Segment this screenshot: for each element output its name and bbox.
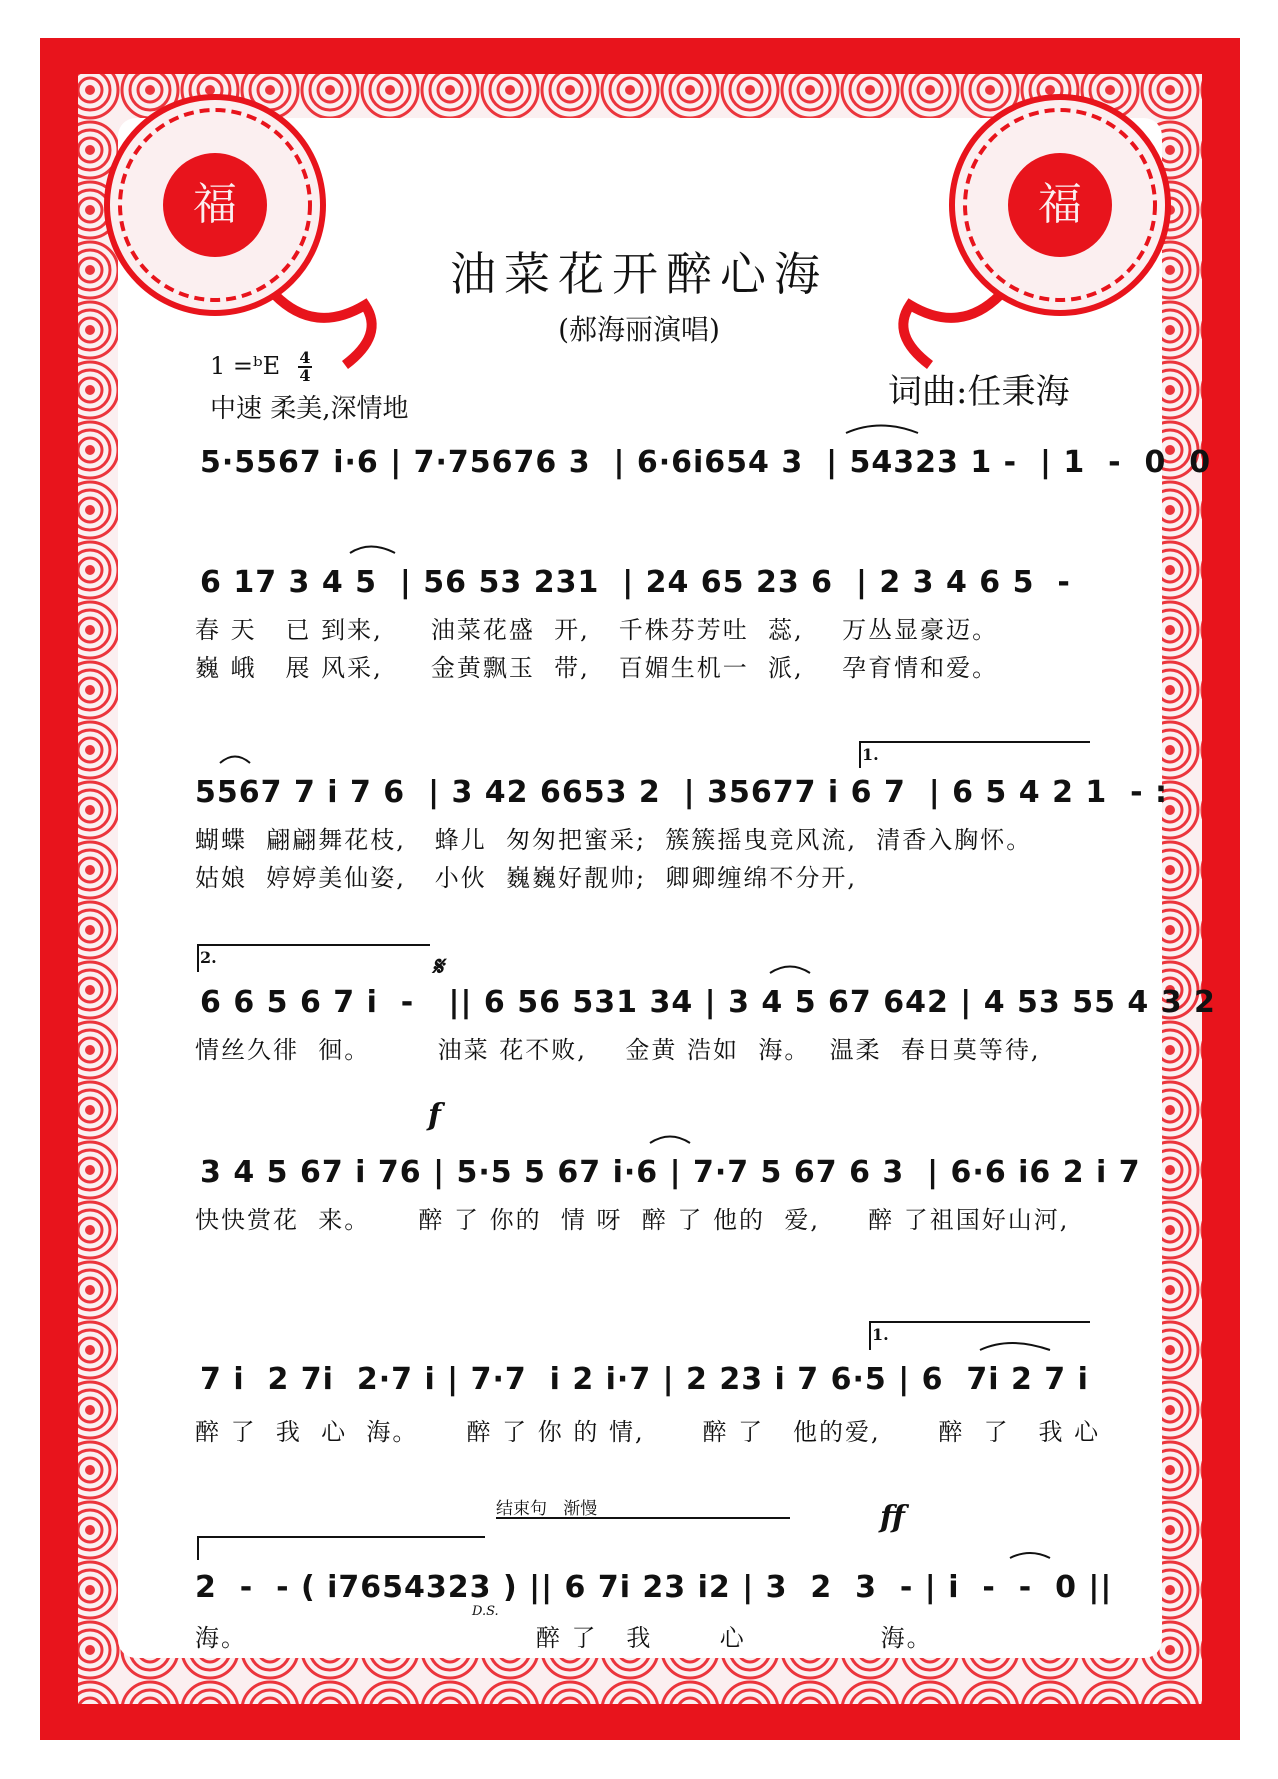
fortissimo-mark: ff	[880, 1500, 905, 1535]
notation-line-1: 5·5567 i·6 | 7·75676 3 | 6·6i654 3 | 54323 1 - | 1 - 0 0	[200, 445, 1212, 480]
segno-sign: 𝄋	[432, 952, 444, 982]
lyric-line-6: 醉 了 我 心 海。 醉 了 你 的 情, 醉 了 他的爱, 醉 了 我 心	[195, 1418, 1101, 1446]
volta-1-bottom: 1.	[872, 1325, 889, 1344]
notation-line-2: 6 17 3 4 5 | 56 53 231 | 24 65 23 6 | 2 3 4 6 5 -	[200, 565, 1071, 600]
lyric-line-3b: 姑娘 婷婷美仙姿, 小伙 巍巍好靓帅; 卿卿缠绵不分开,	[195, 864, 858, 892]
ds-mark: D.S.	[472, 1604, 499, 1619]
time-sig-top: 4	[299, 348, 311, 367]
notation-line-6: 7 i 2 7i 2·7 i | 7·7 i 2 i·7 | 2 23 i 7 6·5 | 6 7i 2 7 i	[200, 1362, 1089, 1397]
svg-text:福: 福	[193, 179, 237, 230]
credit-line: 词曲:任秉海	[888, 372, 1070, 412]
tempo-marking: 中速 柔美,深情地	[210, 394, 409, 424]
forte-mark: f	[428, 1098, 441, 1133]
notation-line-3: 5567 7 i 7 6 | 3 42 6653 2 | 35677 i 6 7 | 6 5 4 2 1 - :	[195, 775, 1169, 810]
singer-line: (郝海丽演唱)	[558, 313, 720, 346]
notation-line-5: 3 4 5 67 i 76 | 5·5 5 67 i·6 | 7·7 5 67 6 3 | 6·6 i6 2 i 7	[200, 1155, 1141, 1190]
lyric-line-3a: 蝴蝶 翩翩舞花枝, 蜂儿 匆匆把蜜采; 簇簇摇曳竞风流, 清香入胸怀。	[195, 826, 1033, 854]
lyric-line-2b: 巍 峨 展 风采, 金黄飘玉 带, 百媚生机一 派, 孕育情和爱。	[195, 654, 999, 682]
lyric-line-2a: 春 天 已 到来, 油菜花盛 开, 千株芬芳吐 蕊, 万丛显豪迈。	[195, 616, 999, 644]
key-signature: 1 =ᵇE	[210, 352, 281, 380]
ending-instruction: 结束句 渐慢	[496, 1499, 598, 1519]
notation-line-7: 2 - - ( i7654323 ) || 6 7i 23 i2 | 3 2 3 - | i - - 0 ||	[195, 1570, 1113, 1605]
volta-2: 2.	[200, 948, 217, 967]
notation-line-4: 6 6 5 6 7 i - || 6 56 531 34 | 3 4 5 67 642 | 4 53 55 4 3 2	[200, 985, 1216, 1020]
lyric-line-4: 情丝久徘 徊。 油菜 花不败, 金黄 浩如 海。 温柔 春日莫等待,	[195, 1036, 1041, 1064]
song-title: 油菜花开醉心海	[450, 247, 828, 301]
time-sig-bottom: 4	[299, 366, 311, 385]
volta-1-top: 1.	[862, 745, 879, 764]
lyric-line-5: 快快赏花 来。 醉 了 你的 情 呀 醉 了 他的 爱, 醉 了祖国好山河,	[195, 1206, 1070, 1234]
lyric-line-7: 海。 醉 了 我 心 海。	[195, 1624, 933, 1652]
svg-text:福: 福	[1038, 179, 1082, 230]
